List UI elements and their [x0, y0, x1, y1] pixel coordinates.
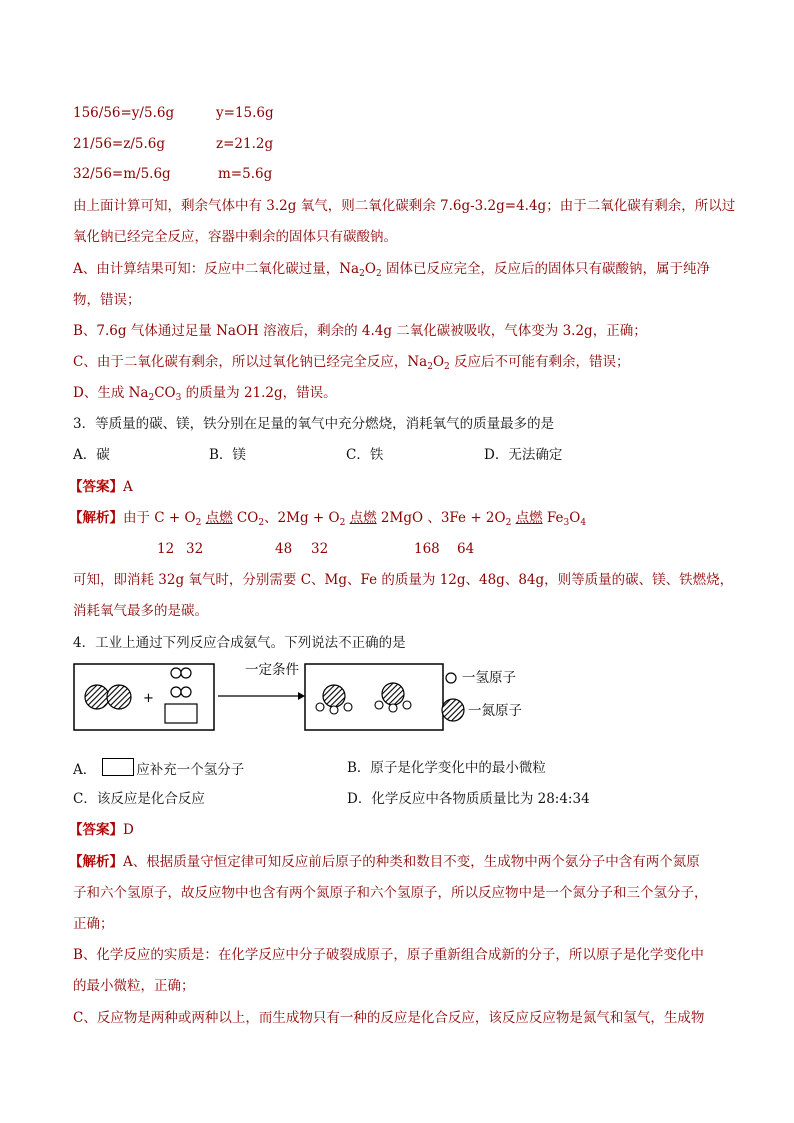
- q4-analysis-b-1: B、化学反应的实质是：在化学反应中分子破裂成原子，原子重新组合成新的分子，所以原子是化学变化中: [73, 947, 704, 963]
- eq-text: 2MgO: [380, 510, 424, 526]
- subscript: 4: [580, 518, 587, 528]
- mass-mg: 48: [275, 541, 293, 557]
- q3-option-a[interactable]: A．碳: [73, 447, 110, 463]
- reaction-diagram: [73, 663, 733, 733]
- text: O: [364, 261, 376, 277]
- legend-hydrogen-label: 一氢原子: [462, 670, 516, 686]
- subscript: 3: [563, 518, 570, 528]
- option-text: 应补充一个氢分子: [136, 762, 245, 778]
- text: 反应后不可能有剩余，错误；: [449, 354, 630, 370]
- legend-nitrogen-icon: [442, 699, 464, 721]
- mass-c: 12: [157, 541, 175, 557]
- text: C、由于二氧化碳有剩余，所以过氧化钠已经完全反应，Na: [73, 354, 428, 370]
- q3-equations: [69, 508, 586, 533]
- q4-analysis-a-2: 子和六个氢原子，故反应物中也含有两个氮原子和六个氢原子，所以反应物中是一个氮分子和三个氢分子，: [73, 885, 708, 901]
- analysis-tag: 【解析】: [69, 854, 123, 870]
- option-a-analysis-line-1: [73, 259, 710, 284]
- hydrogen-atom: [171, 668, 181, 678]
- answer-tag: 【答案】: [69, 479, 123, 495]
- arrow-condition-label: 一定条件: [245, 662, 299, 678]
- text: 的质量为 21.2g，错误。: [181, 385, 337, 401]
- q4-analysis-b-2: 的最小微粒，正确；: [73, 978, 195, 994]
- q4-analysis-a-3: 正确；: [73, 916, 114, 932]
- mass-o2-2: 32: [311, 541, 329, 557]
- calc-left: 156/56=y/5.6g: [73, 105, 175, 121]
- q3-option-c[interactable]: C．铁: [346, 447, 384, 463]
- blank-box-icon: [102, 758, 134, 776]
- answer-tag: 【答案】: [69, 822, 123, 838]
- reaction-diagram-svg: [73, 663, 733, 733]
- eq-text: 、2Mg + O: [264, 510, 340, 526]
- eq-text: 由于 C + O: [123, 510, 196, 526]
- q4-answer: [69, 820, 134, 840]
- q4-option-c[interactable]: C．该反应是化合反应: [73, 791, 205, 807]
- q3-conclusion-2: 消耗氧气最多的是碳。: [73, 603, 208, 619]
- subscript: 2: [359, 269, 365, 279]
- plus-sign: +: [143, 691, 154, 706]
- calc-right-3: m=5.6g: [218, 166, 273, 182]
- subscript: 2: [427, 362, 433, 372]
- option-a-analysis-line-2: 物，错误；: [73, 292, 141, 308]
- q3-answer: [69, 477, 133, 497]
- text: 固体已反应完全，反应后的固体只有碳酸钠，属于纯净: [381, 261, 710, 277]
- q3-conclusion-1: 可知，即消耗 32g 氧气时，分别需要 C、Mg、Fe 的质量为 12g、48g、84g，则等质量的碳、镁、铁燃烧，: [73, 572, 734, 588]
- subscript: 2: [258, 518, 265, 528]
- subscript: 2: [505, 518, 512, 528]
- q4-option-d[interactable]: D．化学反应中各物质质量比为 28:4:34: [347, 791, 590, 807]
- para1-line-2: 氧化钠已经完全反应，容器中剩余的固体只有碳酸钠。: [73, 229, 397, 245]
- mass-o2-1: 32: [186, 541, 204, 557]
- arrow-head: [298, 692, 305, 700]
- mass-o2-3: 64: [457, 541, 475, 557]
- answer-value: D: [123, 822, 134, 838]
- option-letter: A．: [73, 762, 97, 778]
- subscript: 2: [195, 518, 202, 528]
- mass-fe: 168: [414, 541, 440, 557]
- q4-analysis-a-1: [69, 852, 700, 872]
- calc-right-1: y=15.6g: [216, 105, 274, 121]
- question-3-stem: 3．等质量的碳、镁，铁分别在足量的氧气中充分燃烧，消耗氧气的质量最多的是: [73, 416, 555, 432]
- subscript: 2: [375, 269, 382, 279]
- option-c-analysis: [73, 352, 630, 377]
- nitrogen-atom: [85, 685, 109, 709]
- q4-option-a[interactable]: [73, 758, 244, 780]
- eq-text: Fe: [546, 510, 564, 526]
- q3-option-d[interactable]: D．无法确定: [484, 447, 563, 463]
- calc-right-2: z=21.2g: [216, 136, 274, 152]
- nitrogen-atom: [107, 685, 131, 709]
- calc-line-3: [73, 164, 171, 184]
- condition-ignite: 点燃: [205, 510, 233, 526]
- calc-left: 32/56=m/5.6g: [73, 166, 171, 182]
- question-4-stem: 4．工业上通过下列反应合成氨气。下列说法不正确的是: [73, 635, 406, 651]
- hydrogen-atom: [171, 687, 181, 697]
- subscript: 2: [444, 362, 450, 372]
- legend-nitrogen-label: 一氮原子: [468, 703, 522, 719]
- q4-option-b[interactable]: B．原子是化学变化中的最小微粒: [347, 760, 546, 776]
- text: A、由计算结果可知：反应中二氧化碳过量，Na: [73, 261, 360, 277]
- subscript: 2: [148, 393, 155, 403]
- para1-line-1: 由上面计算可知，剩余气体中有 3.2g 氧气，则二氧化碳剩余 7.6g-3.2g=4.4g；由于二氧化碳有剩余，所以过: [73, 198, 736, 214]
- option-d-analysis: [73, 383, 337, 408]
- subscript: 2: [339, 518, 346, 528]
- analysis-tag: 【解析】: [69, 510, 123, 526]
- q4-analysis-c-1: C、反应物是两种或两种以上，而生成物只有一种的反应是化合反应，该反应反应物是氮气和氢气，生成物: [73, 1010, 705, 1026]
- legend-hydrogen-icon: [446, 673, 456, 683]
- q3-option-b[interactable]: B．镁: [209, 447, 246, 463]
- eq-text: O: [569, 510, 581, 526]
- blank-box: [165, 704, 197, 723]
- calc-line-2: [73, 134, 165, 154]
- condition-ignite: 点燃: [515, 510, 543, 526]
- condition-ignite: 点燃: [349, 510, 377, 526]
- subscript: 3: [175, 393, 182, 403]
- text: D、生成 Na: [73, 385, 149, 401]
- calc-line-1: [73, 103, 174, 123]
- eq-text: CO: [236, 510, 259, 526]
- hydrogen-atom: [181, 687, 191, 697]
- calc-left: 21/56=z/5.6g: [73, 136, 165, 152]
- answer-value: A: [123, 479, 133, 495]
- analysis-text: A、根据质量守恒定律可知反应前后原子的种类和数目不变，生成物中两个氨分子中含有两个氮原: [123, 854, 700, 870]
- option-b-analysis: B、7.6g 气体通过足量 NaOH 溶液后，剩余的 4.4g 二氧化碳被吸收，气体变为 3.2g，正确；: [73, 323, 647, 339]
- hydrogen-atom: [181, 668, 191, 678]
- eq-text: 、3Fe + 2O: [427, 510, 506, 526]
- text: O: [432, 354, 445, 370]
- text: CO: [154, 385, 176, 401]
